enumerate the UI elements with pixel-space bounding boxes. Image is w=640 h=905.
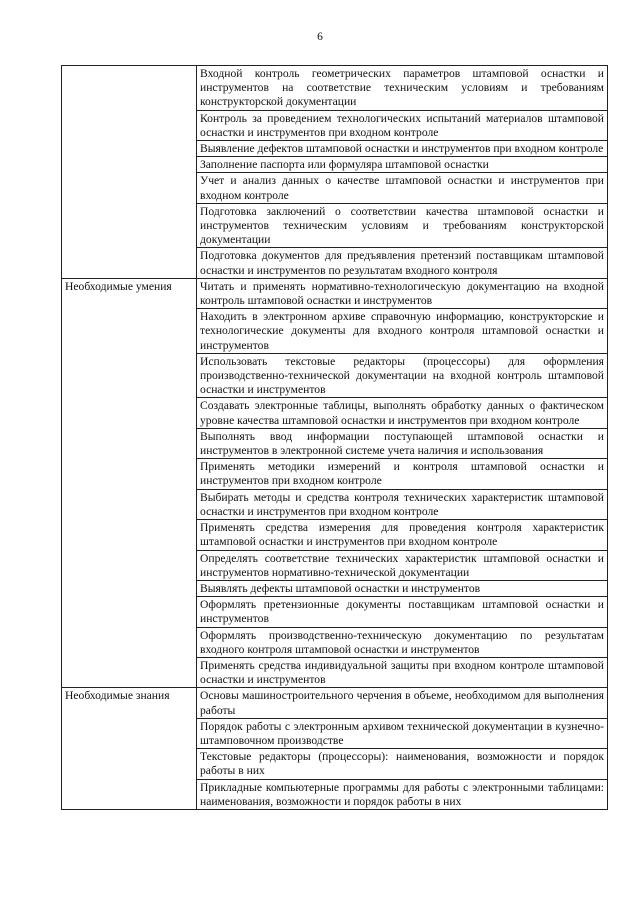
table-row <box>62 278 608 308</box>
table-row <box>62 66 608 111</box>
row-text: Входной контроль геометрических параметров штамповой оснастки и инструментов на соответствие техническим условиям и требованиям конструкторской документации <box>200 67 604 109</box>
row-text: Выбирать методы и средства контроля технических характеристик штамповой оснастки и инструментов при входном контроле <box>200 490 604 518</box>
table-cell <box>197 353 608 398</box>
table-cell <box>197 141 608 157</box>
table-cell <box>197 248 608 278</box>
row-text: Читать и применять нормативно-технологическую документацию на входной контроль штамповой оснастки и инструментов <box>200 279 604 308</box>
table-cell <box>197 428 608 458</box>
table-cell <box>197 278 608 308</box>
row-text: Определять соответствие технических характеристик штамповой оснастки и инструментов нормативно-технической документации <box>200 551 604 579</box>
table-cell <box>197 627 608 657</box>
row-text: Использовать текстовые редакторы (процессоры) для оформления производственно-технической документации на входной контроль штамповой оснастки и инструментов <box>200 354 604 397</box>
table-row <box>62 688 608 718</box>
section-label-knowledge: Необходимые знания <box>62 688 197 810</box>
table-cell <box>197 309 608 354</box>
row-text: Находить в электронном архиве справочную информацию, конструкторские и технологические документы для входного контроля штамповой оснастки и инструментов <box>200 310 604 352</box>
table-cell <box>197 580 608 596</box>
table-cell <box>197 779 608 809</box>
table-cell <box>197 110 608 140</box>
table-cell <box>197 203 608 248</box>
table-cell <box>197 550 608 580</box>
table-cell <box>197 398 608 428</box>
table-cell <box>197 718 608 748</box>
row-text: Подготовка заключений о соответствии качества штамповой оснастки и инструментов техническим условиям и требованиям конструкторской документации <box>200 204 604 247</box>
table-cell <box>197 459 608 489</box>
table-cell <box>197 157 608 173</box>
section-label-skills: Необходимые умения <box>62 278 197 687</box>
row-text: Оформлять производственно-техническую документацию по результатам входного контроля штамповой оснастки и инструментов <box>200 628 604 656</box>
section-label-continued <box>62 66 197 279</box>
row-text: Выявление дефектов штамповой оснастки и инструментов при входном контроле <box>200 142 604 156</box>
row-text: Текстовые редакторы (процессоры): наименования, возможности и порядок работы в них <box>200 750 604 778</box>
row-text: Учет и анализ данных о качестве штамповой оснастки и инструментов при входном контроле <box>200 174 604 202</box>
table-cell <box>197 688 608 718</box>
row-text: Заполнение паспорта или формуляра штамповой оснастки <box>200 158 489 172</box>
row-text: Применять методики измерений и контроля штамповой оснастки и инструментов при входном контроле <box>200 460 604 488</box>
table-cell <box>197 597 608 627</box>
page-number: 6 <box>317 31 323 43</box>
row-text: Порядок работы с электронным архивом технической документации в кузнечно-штамповочном производстве <box>200 719 604 747</box>
table-cell <box>197 657 608 687</box>
table-cell <box>197 173 608 203</box>
row-text: Выявлять дефекты штамповой оснастки и инструментов <box>200 581 481 595</box>
row-text: Прикладные компьютерные программы для работы с электронными таблицами: наименования, возможности и порядок работы в них <box>200 780 604 808</box>
row-text: Основы машиностроительного черчения в объеме, необходимом для выполнения работы <box>200 689 604 717</box>
row-text: Создавать электронные таблицы, выполнять обработку данных о фактическом уровне качества штамповой оснастки и инструментов при входном контроле <box>200 399 604 427</box>
row-text: Выполнять ввод информации поступающей штамповой оснастки и инструментов в электронной системе учета наличия и использования <box>200 429 604 458</box>
table-cell <box>197 66 608 111</box>
row-text: Подготовка документов для предъявления претензий поставщикам штамповой оснастки и инструментов по результатам входного контроля <box>200 249 604 277</box>
requirements-table <box>61 65 608 810</box>
row-text: Оформлять претензионные документы поставщикам штамповой оснастки и инструментов <box>200 598 604 626</box>
table-cell <box>197 520 608 550</box>
row-text: Применять средства измерения для проведения контроля характеристик штамповой оснастки и инструментов при входном контроле <box>200 521 604 549</box>
row-text: Контроль за проведением технологических испытаний материалов штамповой оснастки и инструментов при входном контроле <box>200 111 604 139</box>
table-cell <box>197 489 608 519</box>
table-cell <box>197 749 608 779</box>
row-text: Применять средства индивидуальной защиты при входном контроле штамповой оснастки и инструментов <box>200 658 604 687</box>
